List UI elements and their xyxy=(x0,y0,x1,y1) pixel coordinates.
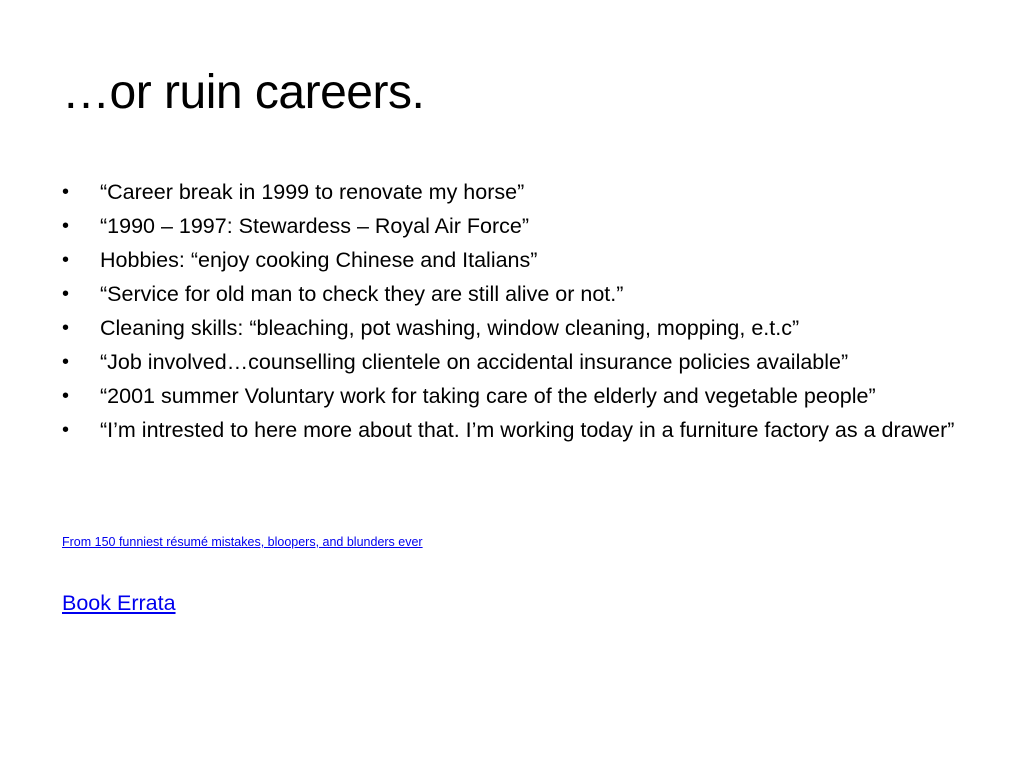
bullet-item xyxy=(62,314,972,342)
bullet-list xyxy=(62,178,972,450)
bullet-item xyxy=(62,280,972,308)
bullet-marker: • xyxy=(62,249,70,271)
bullet-text: “Service for old man to check they are still alive or not.” xyxy=(100,282,624,306)
bullet-marker: • xyxy=(62,283,70,305)
bullet-item xyxy=(62,382,972,410)
bullet-text: “I’m intrested to here more about that. I’m working today in a furniture factory as a drawer” xyxy=(100,418,955,442)
bullet-marker: • xyxy=(62,317,70,339)
bullet-marker: • xyxy=(62,215,70,237)
bullet-text: Cleaning skills: “bleaching, pot washing, window cleaning, mopping, e.t.c” xyxy=(100,316,800,340)
source-link[interactable]: From 150 funniest résumé mistakes, bloopers, and blunders ever xyxy=(62,535,423,549)
bullet-marker: • xyxy=(62,351,70,373)
bullet-marker: • xyxy=(62,419,70,441)
bullet-text: “2001 summer Voluntary work for taking care of the elderly and vegetable people” xyxy=(100,384,876,408)
bullet-item xyxy=(62,348,972,376)
bullet-item xyxy=(62,246,972,274)
bullet-item xyxy=(62,212,972,240)
bullet-marker: • xyxy=(62,385,70,407)
bullet-text: “Job involved…counselling clientele on accidental insurance policies available” xyxy=(100,350,849,374)
bullet-item xyxy=(62,416,972,444)
bullet-item xyxy=(62,178,972,206)
book-errata-link[interactable]: Book Errata xyxy=(62,591,176,615)
bullet-text: “Career break in 1999 to renovate my horse” xyxy=(100,180,525,204)
bullet-text: Hobbies: “enjoy cooking Chinese and Italians” xyxy=(100,248,538,272)
bullet-marker: • xyxy=(62,181,70,203)
bullet-text: “1990 – 1997: Stewardess – Royal Air Force” xyxy=(100,214,530,238)
slide-title: …or ruin careers. xyxy=(62,66,425,119)
